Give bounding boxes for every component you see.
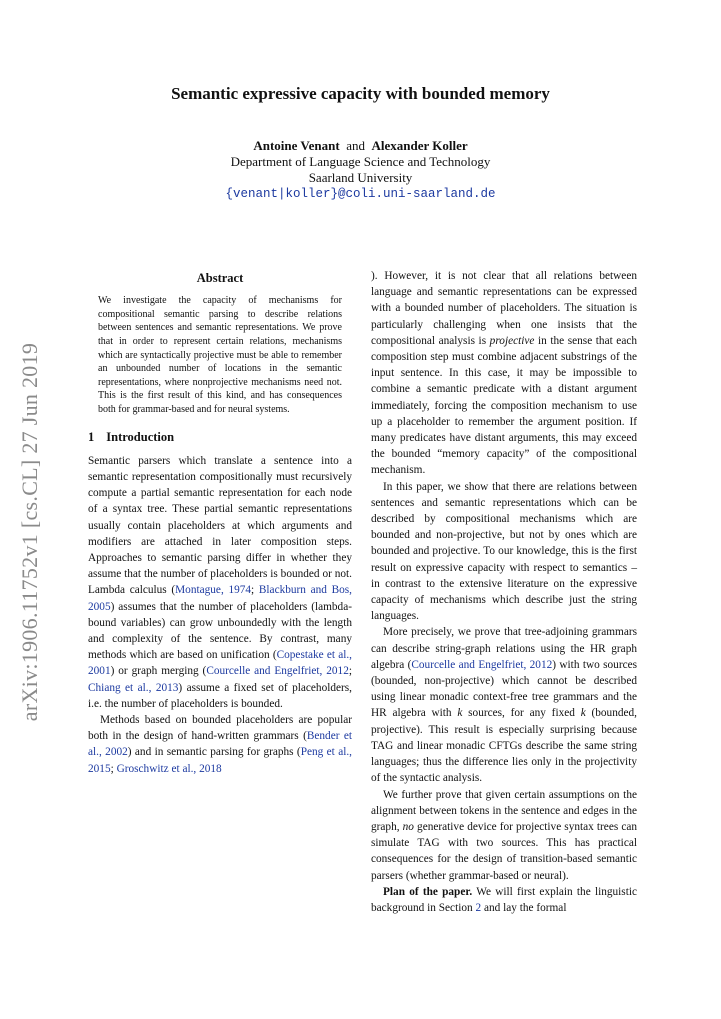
author-name: Alexander Koller: [371, 138, 468, 153]
text-run: ;: [348, 665, 352, 678]
math-variable: k: [580, 707, 586, 720]
citation-link[interactable]: Chiang et al., 2013: [88, 681, 179, 694]
author-names: [0, 138, 721, 154]
run-in-heading: Plan of the paper.: [383, 885, 473, 898]
text-run: generative device for projective syntax trees can simulate TAG with two sources. This has practical consequences for the design of transition-based semantic parsers (whether grammar-based or neural).: [371, 820, 638, 882]
text-run: ). However, it is not clear that all relations between language and semantic representations can be expressed with a bounded number of placeholders. The situation is particularly challenging when one insists that the compositional analysis is: [371, 270, 637, 347]
text-run: ) with two sources (bounded, non-projective) which cannot be described using linear monadic context-free tree grammars and the HR algebra with: [371, 658, 638, 720]
citation-link[interactable]: Copestake et al., 2001: [88, 649, 352, 678]
emphasis: projective: [489, 334, 535, 347]
paragraph: [371, 884, 637, 916]
text-run: ;: [251, 584, 259, 597]
citation-link[interactable]: Courcelle and Engelfriet, 2012: [206, 665, 349, 678]
author-block: [0, 138, 721, 202]
text-run: ) or graph merging (: [110, 665, 207, 678]
section-title: Introduction: [106, 429, 175, 444]
author-name: Antoine Venant: [253, 138, 340, 153]
text-run: Semantic parsers which translate a sentence into a semantic representation compositionally must recursively compute a partial semantic representation for each node of a syntax tree. These partial semantic representations usually contain placeholders at which arguments and modifiers are attached in later composition steps. Approaches to semantic parsing differ in whether they assume that the number of placeholders is bounded or not. Lambda calculus (: [88, 454, 352, 597]
text-run: in the sense that each composition step must combine adjacent substrings of the input sentence. In this case, it may be impossible to combine a semantic predicate with a distant argument immediately, forcing the composition mechanism to use up a placeholder to remember the argument position. If many predicates have distant arguments, this may exceed the bounded “memory capacity” of the compositional mechanism.: [371, 334, 637, 477]
text-run: More precisely, we prove that tree-adjoining grammars can describe string-graph relations using the HR graph algebra (: [371, 626, 637, 671]
text-run: ) and in semantic parsing for graphs (: [127, 746, 301, 759]
arxiv-identifier: arXiv:1906.11752v1 [cs.CL] 27 Jun 2019: [17, 342, 43, 722]
citation-link[interactable]: Groschwitz et al., 2018: [116, 762, 222, 775]
paragraph: [88, 712, 352, 777]
emphasis: no: [402, 820, 414, 833]
paragraph: [88, 453, 352, 712]
abstract-text: We investigate the capacity of mechanisms for compositional semantic parsing to describe relations between sentences and semantic representations. We prove that in order to represent certain relations, mechanisms which are syntactically projective must be able to remember an unbounded number of locations in the semantic representations, where nonprojective mechanisms need not. This is the first result of this kind, and has consequences both for grammar-based and for neural systems.: [98, 295, 342, 415]
affiliation-department: Department of Language Science and Technology: [230, 154, 491, 169]
text-run: ) assumes that the number of placeholders (lambda-bound variables) can grow unboundedly with the length and complexity of the sentence. By contrast, many methods which are based on unification (: [88, 600, 352, 662]
paper-title: Semantic expressive capacity with bounded memory: [171, 84, 550, 103]
paragraph-continued: [371, 268, 637, 479]
citation-link[interactable]: Blackburn and Bos, 2005: [88, 584, 352, 613]
citation-link[interactable]: Bender et al., 2002: [88, 730, 352, 759]
section-reference-link[interactable]: 2: [475, 901, 482, 914]
math-variable: k: [457, 707, 463, 720]
author-conjunction: and: [346, 138, 365, 153]
text-run: We will first explain the linguistic background in Section: [371, 885, 637, 914]
text-run: ) assume a fixed set of placeholders, i.e. the number of placeholders is bounded.: [88, 681, 353, 710]
text-run: We further prove that given certain assumptions on the alignment between tokens in the sentence and edges in the graph,: [371, 788, 637, 833]
right-column: [371, 268, 637, 916]
citation-link[interactable]: Montague, 1974: [175, 584, 252, 597]
affiliation-university: Saarland University: [308, 170, 413, 185]
author-email[interactable]: {venant|koller}@coli.uni-saarland.de: [225, 187, 496, 201]
arxiv-sidebar-stamp: [10, 322, 50, 742]
text-run: ;: [110, 762, 117, 775]
text-run: Methods based on bounded placeholders are popular both in the design of hand-written grammars (: [88, 714, 352, 743]
citation-link[interactable]: Courcelle and Engelfriet, 2012: [411, 658, 553, 671]
text-run: and lay the formal: [481, 901, 567, 914]
citation-link[interactable]: Peng et al., 2015: [88, 746, 352, 775]
section-number: 1: [88, 429, 95, 444]
text-run: (bounded, projective). This result is especially surprising because TAG and linear monadic CFTGs describe the same string languages; thus the difference lies only in the projectivity of the syntactic analysis.: [371, 707, 637, 785]
paragraph: In this paper, we show that there are relations between sentences and semantic representations which can be described by compositional mechanisms which are bounded and non-projective, but not by ones which are bounded and projective. To our knowledge, this is the first result on expressive capacity with respect to semantics – in contrast to the extensive literature on the expressive capacity of mechanisms which describe just the string languages.: [371, 480, 637, 623]
left-column: [88, 268, 352, 777]
abstract-heading: Abstract: [196, 271, 244, 285]
paragraph: [371, 787, 637, 884]
paragraph: [371, 624, 637, 786]
section-heading: [88, 429, 352, 445]
text-run: sources, for any fixed: [462, 707, 581, 720]
